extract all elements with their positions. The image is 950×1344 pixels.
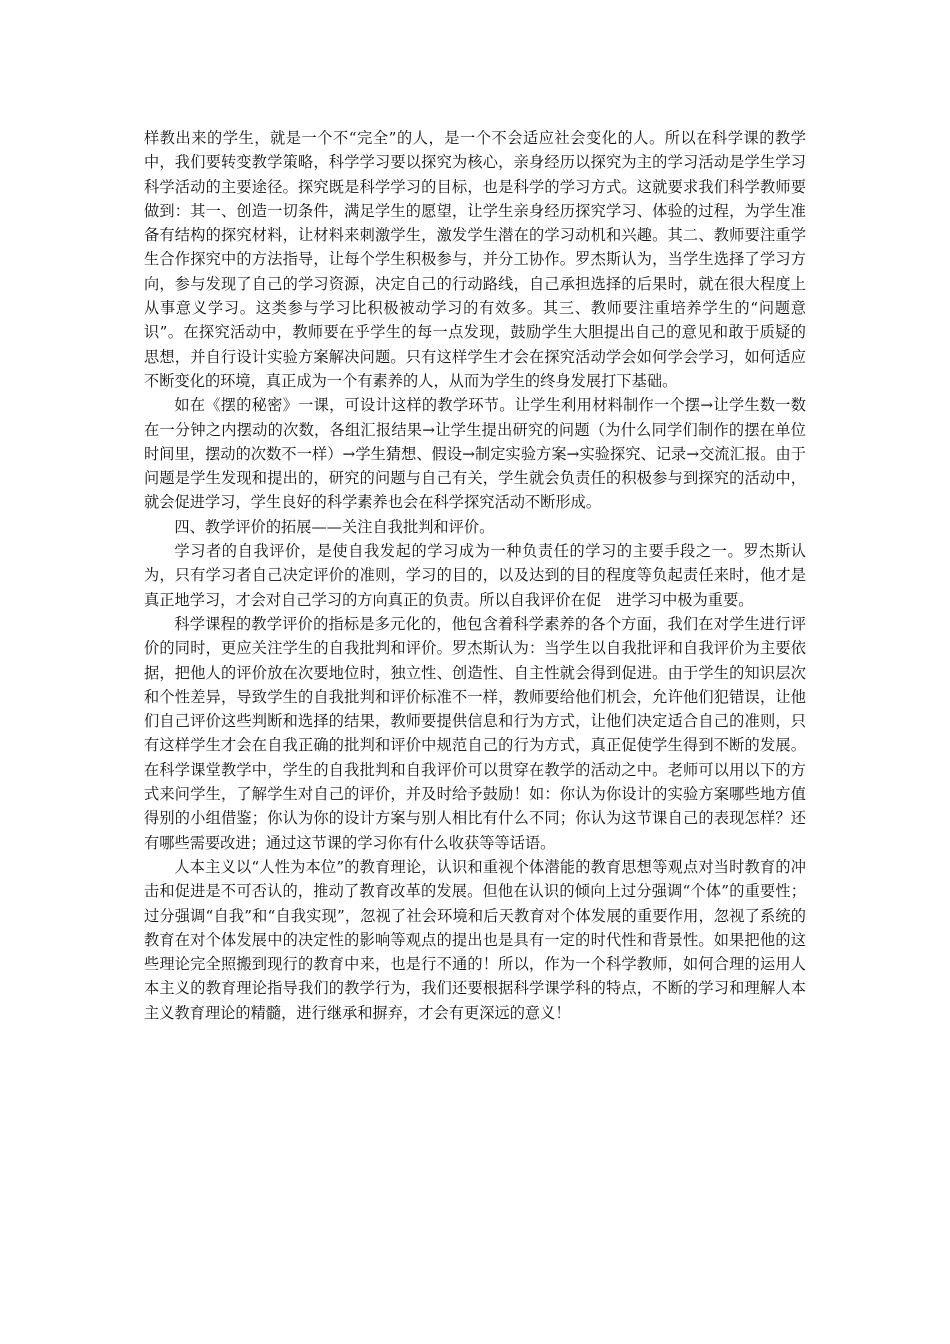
body-paragraph-self-evaluation: 学习者的自我评价，是使自我发起的学习成为一种负责任的学习的主要手段之一。罗杰斯认为，只有学习者自己决定评价的准则，学习的目的，以及达到的目的程度等负起责任来时，他才是真正地学习，才会对自己学习的方向真正的负责。所以自我评价在促 进学习中极为重要。 xyxy=(144,542,806,609)
document-page xyxy=(144,126,806,1025)
section-heading: 四、教学评价的拓展——关注自我批判和评价。 xyxy=(174,517,495,536)
body-paragraph-example: 如在《摆的秘密》一课，可设计这样的教学环节。让学生利用材料制作一个摆→让学生数一数在一分钟之内摆动的次数，各组汇报结果→让学生提出研究的问题（为什么同学们制作的摆在单位时间里，摆动的次数不一样）→学生猜想、假设→制定实验方案→实验探究、记录→交流汇报。由于问题是学生发现和提出的，研究的问题与自己有关，学生就会负责任的积极参与到探究的活动中，就会促进学习，学生良好的科学素养也会在科学探究活动不断形成。 xyxy=(144,396,806,512)
body-paragraph-evaluation-indicators: 科学课程的教学评价的指标是多元化的，他包含着科学素养的各个方面，我们在对学生进行评价的同时，更应关注学生的自我批判和评价。罗杰斯认为：当学生以自我批评和自我评价为主要依据，把他人的评价放在次要地位时，独立性、创造性、自主性就会得到促进。由于学生的知识层次和个性差异，导致学生的自我批判和评价标准不一样，教师要给他们机会，允许他们犯错误，让他们自己评价这些判断和选择的结果，教师要提供信息和行为方式，让他们决定适合自己的准则，只有这样学生才会在自我正确的批判和评价中规范自己的行为方式，真正促使学生得到不断的发展。在科学课堂教学中，学生的自我批判和自我评价可以贯穿在教学的活动之中。老师可以用以下的方式来问学生，了解学生对自己的评价，并及时给予鼓励！如：你认为你设计的实验方案哪些地方值得别的小组借鉴；你认为你的设计方案与别人相比有什么不同；你认为这节课自己的表现怎样？还有哪些需要改进；通过这节课的学习你有什么收获等等话语。 xyxy=(144,614,806,852)
body-paragraph-conclusion: 人本主义以“人性为本位”的教育理论，认识和重视个体潜能的教育思想等观点对当时教育的冲击和促进是不可否认的，推动了教育改革的发展。但他在认识的倾向上过分强调“个体”的重要性；过分强调“自我”和“自我实现”，忽视了社会环境和后天教育对个体发展的重要作用，忽视了系统的教育在对个体发展中的决定性的影响等观点的提出也是具有一定的时代性和背景性。如果把他的这些理论完全照搬到现行的教育中来，也是行不通的！所以，作为一个科学教师，如何合理的运用人本主义的教育理论指导我们的教学行为，我们还要根据科学课学科的特点，不断的学习和理解人本主义教育理论的精髓，进行继承和摒弃，才会有更深远的意义！ xyxy=(144,857,806,1022)
body-paragraph-continuation: 样教出来的学生，就是一个不“完全”的人，是一个不会适应社会变化的人。所以在科学课的教学中，我们要转变教学策略，科学学习要以探究为核心，亲身经历以探究为主的学习活动是学生学习科学活动的主要途径。探究既是科学学习的目标，也是科学的学习方式。这就要求我们科学教师要做到：其一、创造一切条件，满足学生的愿望，让学生亲身经历探究学习、体验的过程，为学生准备有结构的探究材料，让材料来刺激学生，激发学生潜在的学习动机和兴趣。其二、教师要注重学生合作探究中的方法指导，让每个学生积极参与，并分工协作。罗杰斯认为，当学生选择了学习方向，参与发现了自己的学习资源，决定自己的行动路线，自己承担选择的后果时，就在很大程度上从事意义学习。这类参与学习比积极被动学习的有效多。其三、教师要注重培养学生的“问题意识”。在探究活动中，教师要在乎学生的每一点发现，鼓励学生大胆提出自己的意见和敢于质疑的思想，并自行设计实验方案解决问题。只有这样学生才会在探究活动学会如何学会学习，如何适应不断变化的环境，真正成为一个有素养的人，从而为学生的终身发展打下基础。 xyxy=(144,129,806,390)
